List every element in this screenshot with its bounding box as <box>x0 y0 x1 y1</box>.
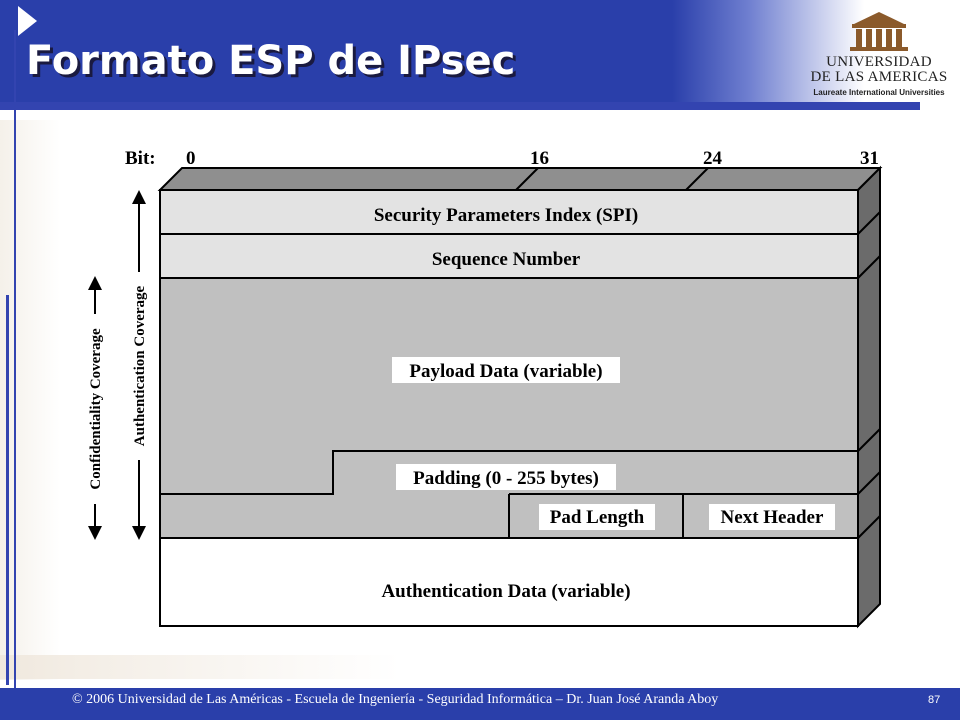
confidentiality-coverage-label: Confidentiality Coverage <box>88 328 104 490</box>
authentication-arrow-up-icon <box>132 190 146 204</box>
label-auth-data: Authentication Data (variable) <box>381 581 631 602</box>
footer-text: © 2006 Universidad de Las Américas - Escuela de Ingeniería - Seguridad Informática – Dr. Juan José Aranda Aboy <box>72 692 719 707</box>
logo-text-line3: Laureate International Universities <box>813 88 945 97</box>
bit-label: Bit: <box>125 148 156 169</box>
label-pad-length: Pad Length <box>549 507 645 528</box>
bit-tick-16: 16 <box>530 148 549 169</box>
logo-text-line1: UNIVERSIDAD <box>826 54 932 70</box>
confidentiality-arrow-up-icon <box>88 276 102 290</box>
authentication-arrow-down-icon <box>132 526 146 540</box>
label-spi: Security Parameters Index (SPI) <box>373 205 639 226</box>
confidentiality-arrow-down-icon <box>88 526 102 540</box>
logo-text-line2: DE LAS AMERICAS <box>810 69 948 85</box>
bit-tick-24: 24 <box>703 148 722 169</box>
label-padding: Padding (0 - 255 bytes) <box>413 468 599 489</box>
page-title: Formato ESP de IPsec <box>26 38 516 84</box>
label-next-header: Next Header <box>720 507 824 528</box>
diagram-side-face <box>858 168 880 626</box>
page-number: 87 <box>928 694 941 706</box>
bit-tick-0: 0 <box>186 148 196 169</box>
bit-tick-31: 31 <box>860 148 879 169</box>
label-sequence: Sequence Number <box>431 249 581 270</box>
label-payload: Payload Data (variable) <box>409 361 603 382</box>
authentication-coverage-label: Authentication Coverage <box>132 285 148 447</box>
